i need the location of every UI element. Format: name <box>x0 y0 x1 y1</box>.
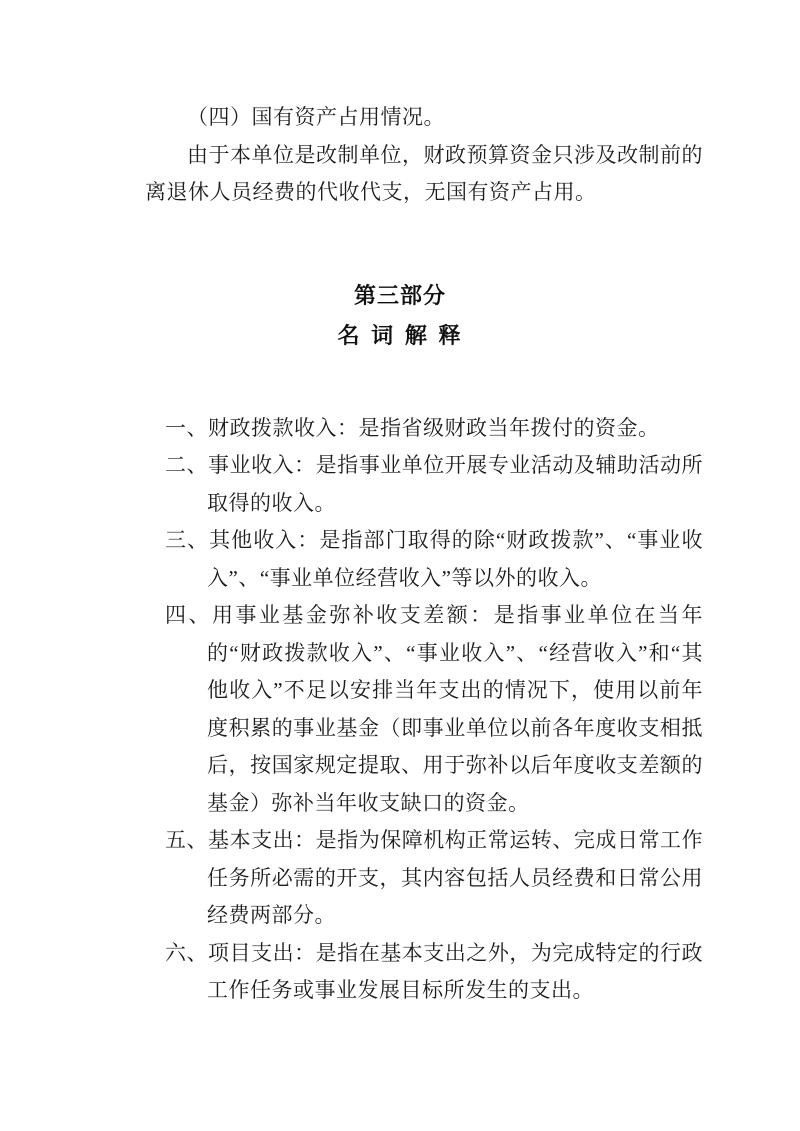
item-text: 用事业基金弥补收支差额：是指事业单位在当年的“财政拨款收入”、“事业收入”、“经营收入”和“其他收入”不足以安排当年支出的情况下，使用以前年度积累的事业基金（即事业单位以前各年度收支相抵后，按国家规定提取、用于弥补以后年度收支差额的基金）弥补当年收支缺口的资金。 <box>207 603 704 815</box>
item-text: 财政拨款收入：是指省级财政当年拨付的资金。 <box>208 415 660 440</box>
item-number: 二、 <box>165 453 209 477</box>
item-text: 其他收入：是指部门取得的除“财政拨款”、“事业收入”、“事业单位经营收入”等以外的收入。 <box>207 528 703 590</box>
paragraph-state-assets-body: 由于本单位是改制单位，财政预算资金只涉及改制前的离退休人员经费的代收代支，无国有资产占用。 <box>145 142 703 204</box>
list-item-1 <box>145 410 703 448</box>
list-item-4 <box>145 597 703 822</box>
list-item-5 <box>145 822 703 935</box>
item-number: 五、 <box>165 828 209 852</box>
definitions-list <box>145 410 703 1010</box>
item-text: 事业收入：是指事业单位开展专业活动及辅助活动所取得的收入。 <box>207 453 704 515</box>
section-part-subtitle: 名 词 解 释 <box>337 323 463 349</box>
list-item-3 <box>145 522 703 597</box>
item-number: 三、 <box>165 528 210 552</box>
item-text: 基本支出：是指为保障机构正常运转、完成日常工作任务所必需的开支，其内容包括人员经费和日常公用经费两部分。 <box>207 828 704 927</box>
item-number: 六、 <box>165 940 209 965</box>
item-text: 项目支出：是指在基本支出之外，为完成特定的行政工作任务或事业发展目标所发生的支出。 <box>207 940 704 1002</box>
item-number: 一、 <box>165 415 208 440</box>
list-item-2 <box>145 447 703 522</box>
item-number: 四、 <box>165 603 212 627</box>
paragraph-state-assets-heading: （四）国有资产占用情况。 <box>187 105 445 129</box>
list-item-6 <box>145 935 703 1010</box>
section-part-title: 第三部分 <box>353 283 446 309</box>
